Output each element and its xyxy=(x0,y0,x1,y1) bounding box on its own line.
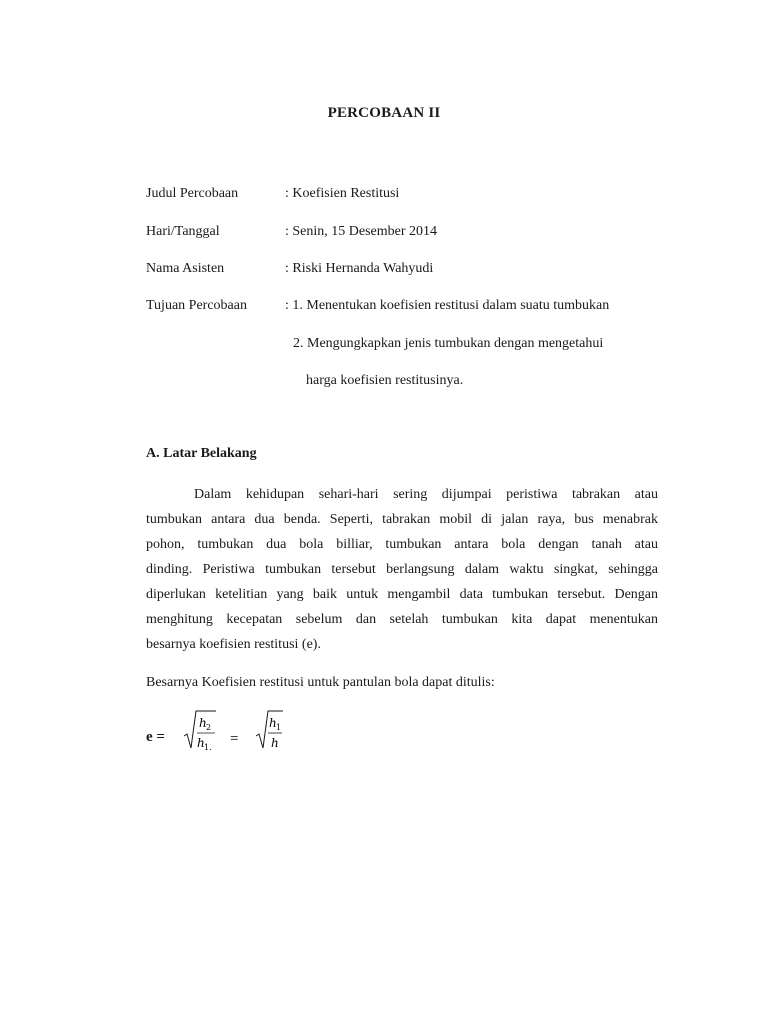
paragraph-line: pohon, tumbukan dua bola billiar, tumbukan antara bola dengan tanah atau xyxy=(146,537,658,552)
frac2-num-var: h xyxy=(269,716,277,730)
frac2-den-var: h xyxy=(271,736,279,750)
paragraph-line: tumbukan antara dua benda. Seperti, tabrakan mobil di jalan raya, bus menabrak xyxy=(146,512,658,527)
info-label: Judul Percobaan xyxy=(146,186,239,201)
formula-intro: Besarnya Koefisien restitusi untuk pantulan bola dapat ditulis: xyxy=(146,675,495,690)
paragraph-line: dinding. Peristiwa tumbukan tersebut berlangsung dalam waktu singkat, sehingga xyxy=(146,562,658,577)
formula-lhs: e = xyxy=(146,729,165,745)
paragraph-line: diperlukan ketelitian yang baik untuk mengambil data tumbukan tersebut. Dengan xyxy=(146,587,658,602)
document-title: PERCOBAAN II xyxy=(327,105,441,121)
info-value: : 1. Menentukan koefisien restitusi dalam suatu tumbukan xyxy=(285,298,610,313)
paragraph-line: Dalam kehidupan sehari-hari sering dijumpai peristiwa tabrakan atau xyxy=(194,487,658,502)
frac1-num-sub: 2 xyxy=(206,723,212,732)
frac1-den-var: h xyxy=(197,736,205,750)
info-label: Nama Asisten xyxy=(146,261,225,276)
info-value: : Senin, 15 Desember 2014 xyxy=(285,224,438,239)
frac1-den-sub: 1. xyxy=(204,743,212,752)
restitution-formula xyxy=(146,705,346,755)
formula-svg xyxy=(146,705,346,755)
tujuan-item-2: 2. Mengungkapkan jenis tumbukan dengan mengetahui xyxy=(293,336,604,351)
section-heading: A. Latar Belakang xyxy=(146,446,257,461)
paragraph-line: besarnya koefisien restitusi (e). xyxy=(146,637,321,652)
info-label: Tujuan Percobaan xyxy=(146,298,247,313)
background-paragraph xyxy=(146,482,658,657)
frac2-num-sub: 1 xyxy=(276,723,282,732)
formula-equals: = xyxy=(230,731,239,747)
tujuan-item-2-cont: harga koefisien restitusinya. xyxy=(306,373,464,388)
frac1-num-var: h xyxy=(199,716,207,730)
info-label: Hari/Tanggal xyxy=(146,224,220,239)
paragraph-line: menghitung kecepatan sebelum dan setelah tumbukan kita dapat menentukan xyxy=(146,612,658,627)
info-value: : Koefisien Restitusi xyxy=(285,186,400,201)
info-value: : Riski Hernanda Wahyudi xyxy=(285,261,434,276)
